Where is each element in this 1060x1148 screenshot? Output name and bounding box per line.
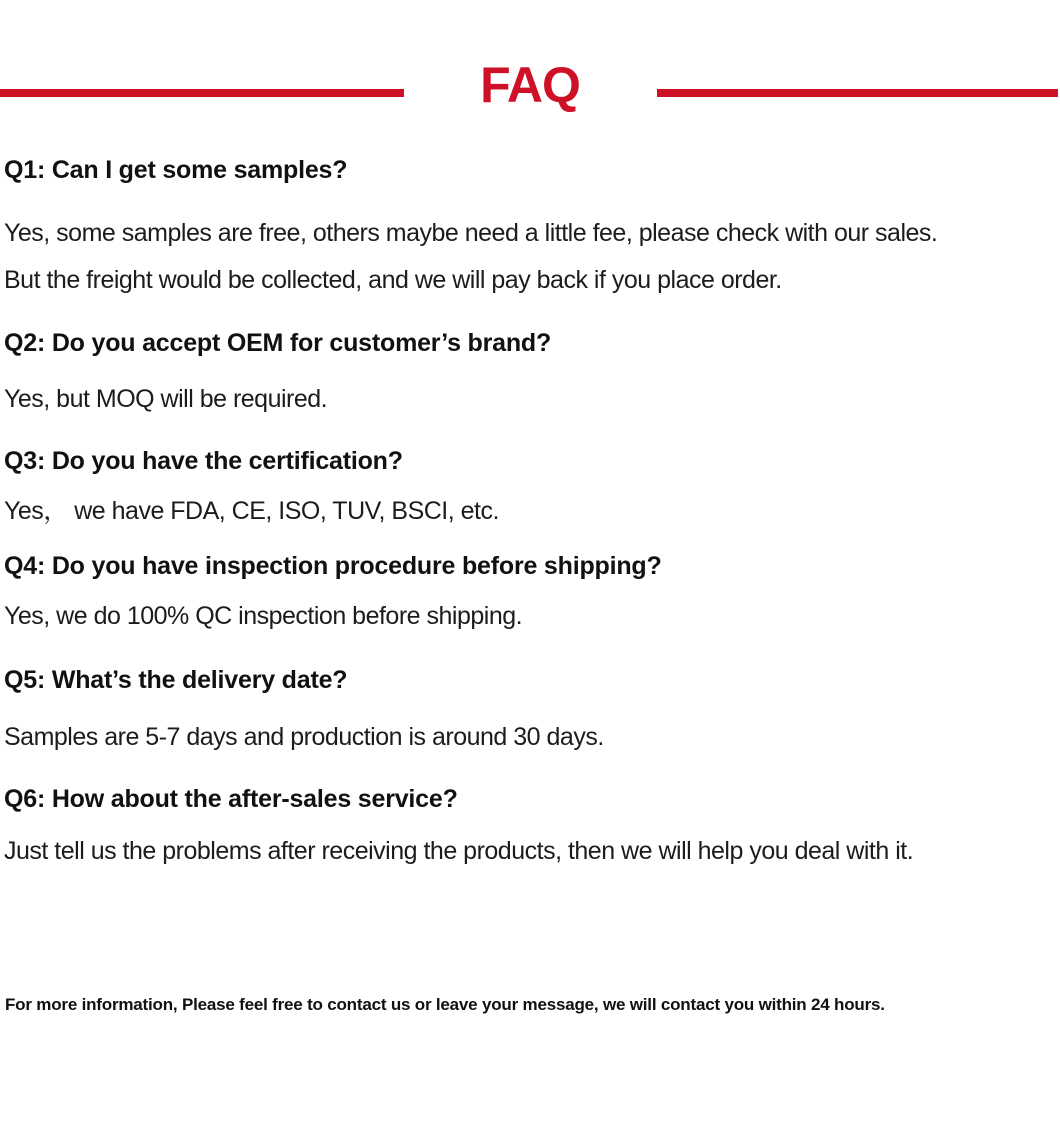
- faq-answer-1-line-1: Yes, some samples are free, others maybe need a little fee, please check with our sales.: [4, 219, 938, 247]
- faq-answer-3: Yes， we have FDA, CE, ISO, TUV, BSCI, etc.: [4, 497, 499, 525]
- faq-question-6: Q6: How about the after-sales service?: [4, 785, 458, 813]
- faq-question-1: Q1: Can I get some samples?: [4, 156, 348, 184]
- header-rule-right: [657, 89, 1058, 97]
- faq-answer-6: Just tell us the problems after receiving the products, then we will help you deal with it.: [4, 837, 914, 865]
- faq-question-2: Q2: Do you accept OEM for customer’s brand?: [4, 329, 552, 357]
- page-title: FAQ: [480, 57, 580, 113]
- footer-note: For more information, Please feel free to contact us or leave your message, we will contact you within 24 hours.: [5, 995, 885, 1014]
- faq-question-3: Q3: Do you have the certification?: [4, 447, 403, 475]
- faq-answer-1-line-2: But the freight would be collected, and we will pay back if you place order.: [4, 266, 782, 294]
- faq-answer-4: Yes, we do 100% QC inspection before shipping.: [4, 602, 523, 630]
- faq-question-4: Q4: Do you have inspection procedure before shipping?: [4, 552, 662, 580]
- faq-question-5: Q5: What’s the delivery date?: [4, 666, 348, 694]
- faq-answer-2: Yes, but MOQ will be required.: [4, 385, 328, 413]
- faq-answer-5: Samples are 5-7 days and production is around 30 days.: [4, 723, 604, 751]
